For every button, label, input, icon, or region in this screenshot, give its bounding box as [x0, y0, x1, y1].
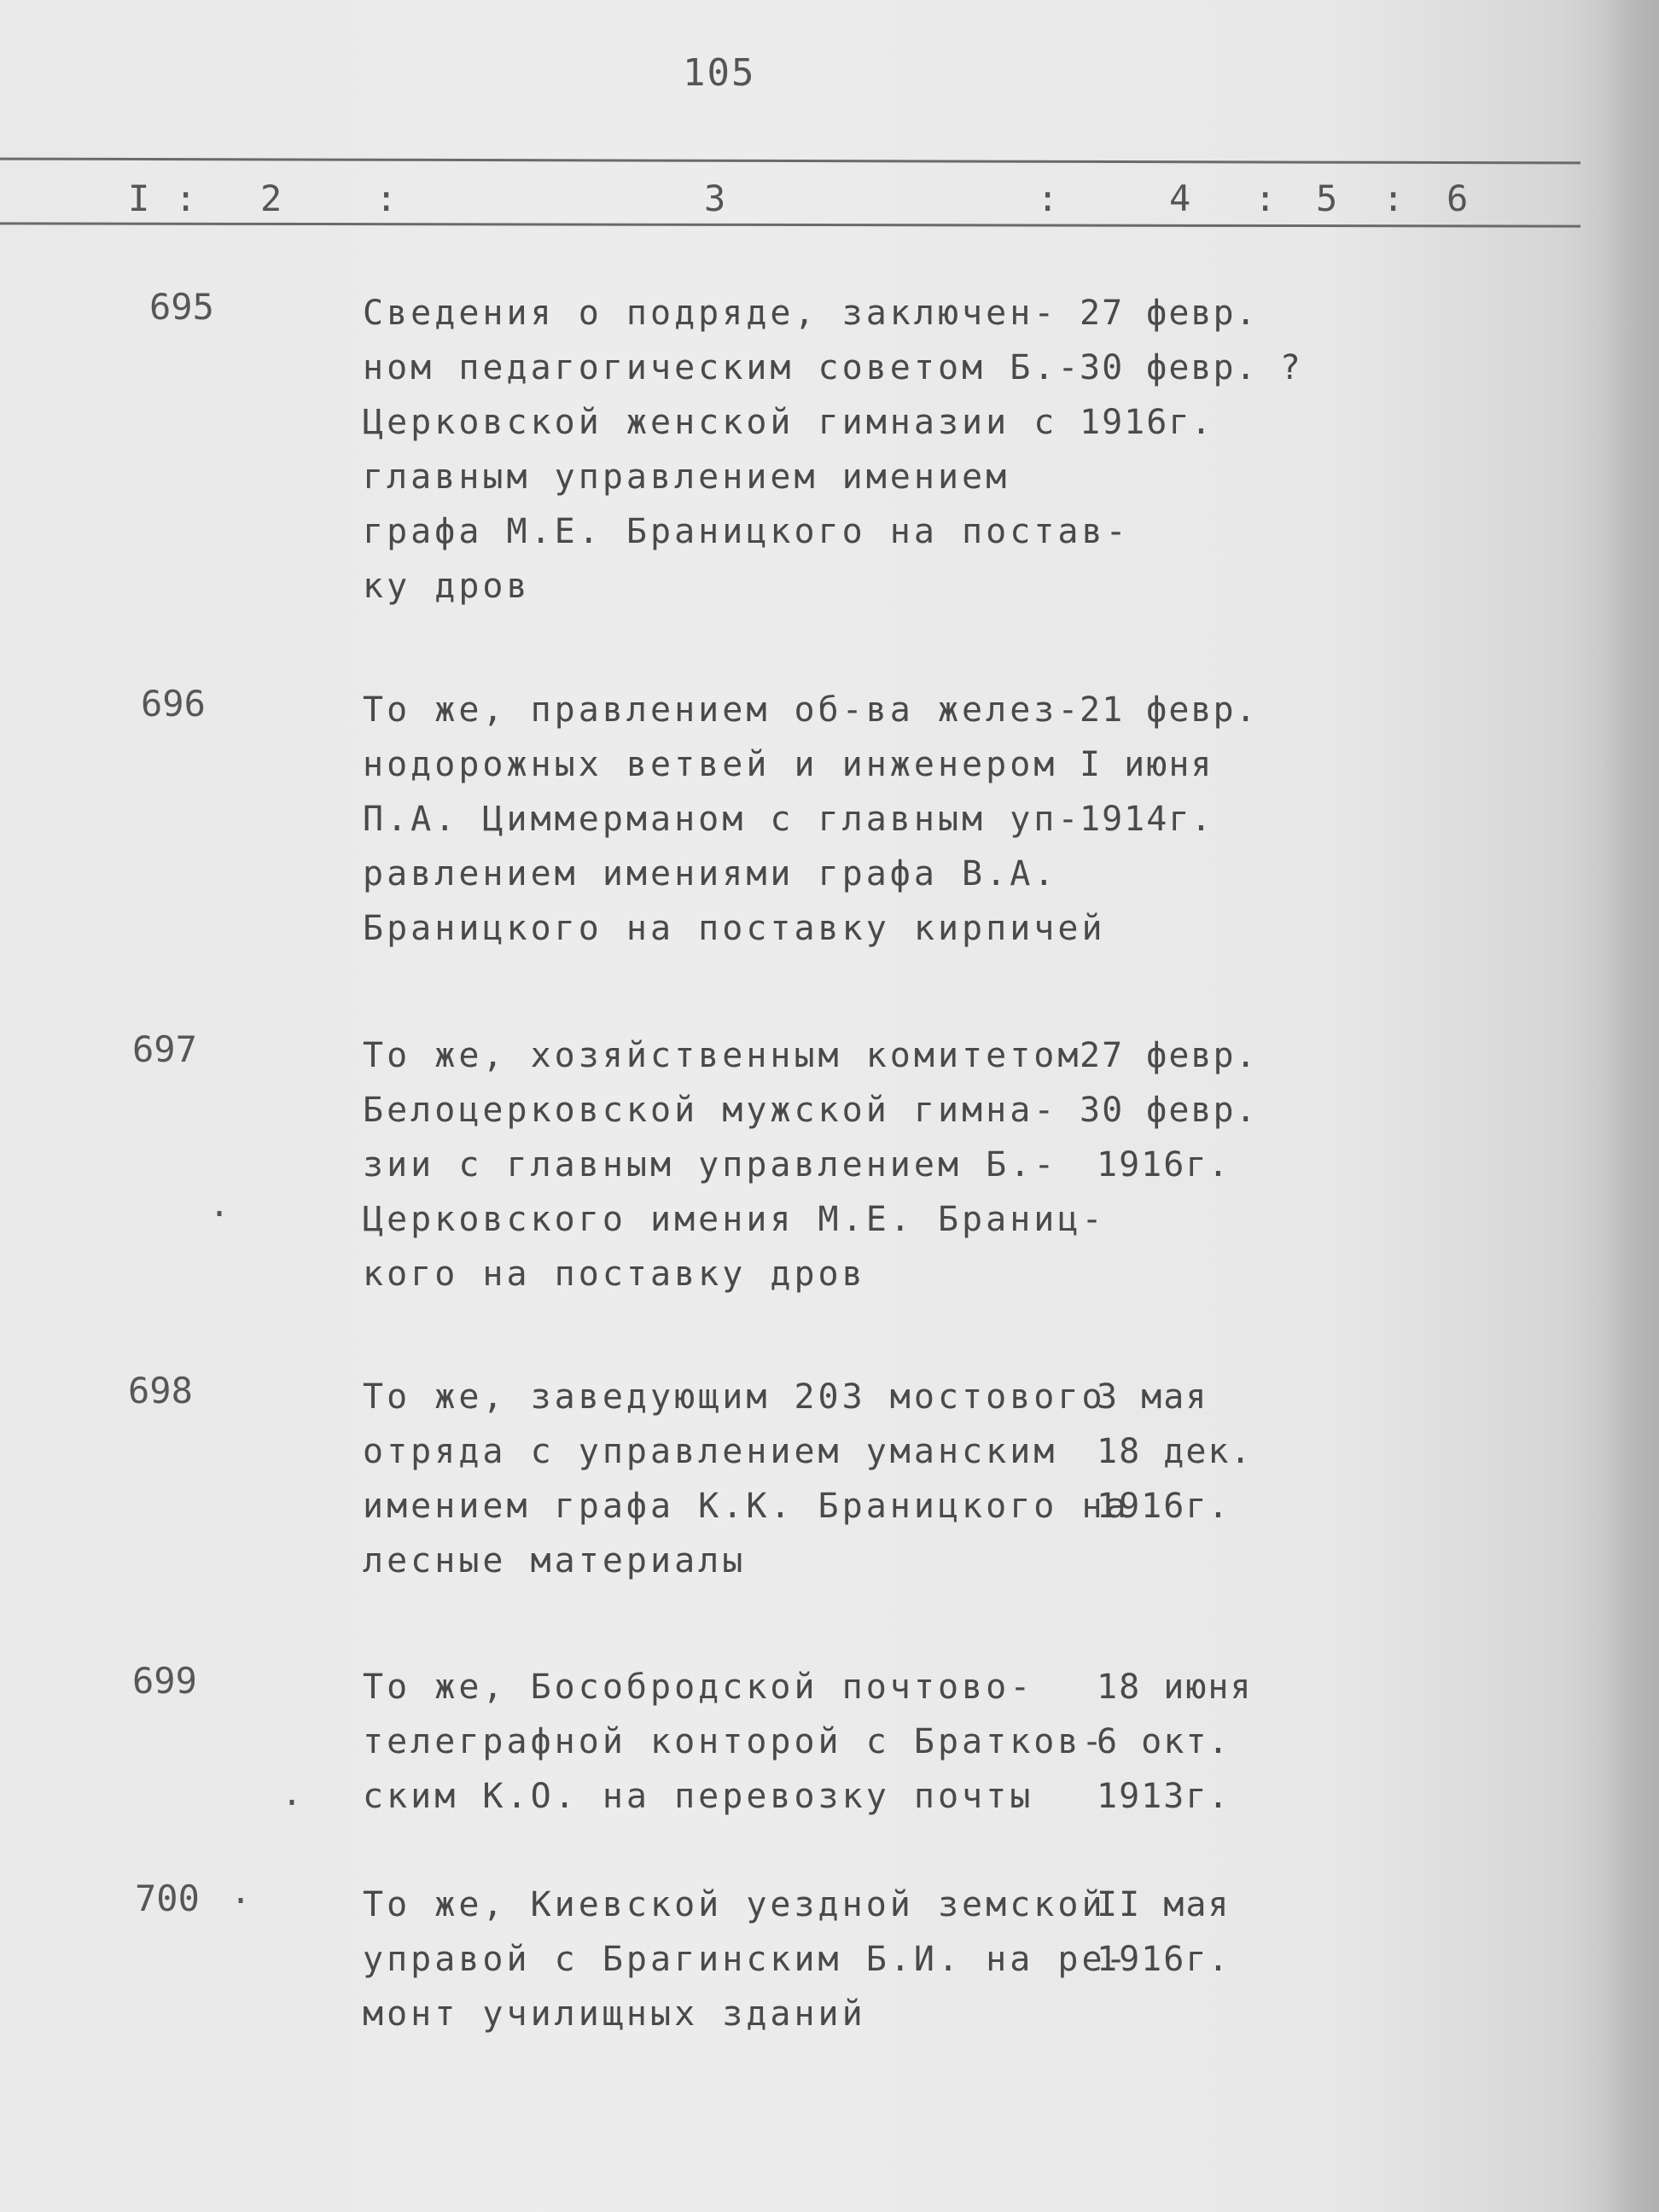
column-header-row	[0, 178, 1580, 220]
date-line: 18 дек.	[1097, 1432, 1253, 1471]
description-line: ку дров	[363, 567, 531, 606]
description-line: Церковского имения М.Е. Браниц-	[363, 1200, 1106, 1239]
entry-dates	[1080, 286, 1336, 450]
description-line: Церковской женской гимназии с	[363, 403, 1058, 442]
stray-dot: ·	[282, 1784, 303, 1823]
description-line: Браницкого на поставку кирпичей	[363, 909, 1106, 948]
column-header-6: 6	[1447, 178, 1469, 219]
date-line: 1916г.	[1097, 1487, 1231, 1526]
entry-dates	[1097, 1877, 1353, 1987]
column-separator: :	[375, 178, 398, 219]
date-line: 30 февр. ?	[1080, 348, 1302, 387]
date-line: 27 февр.	[1080, 294, 1258, 333]
description-line: телеграфной конторой с Братков-	[363, 1722, 1106, 1761]
entry-description	[363, 1660, 1106, 1824]
date-line: 1916г.	[1097, 1145, 1231, 1185]
description-line: То же, Киевской уездной земской	[363, 1885, 1106, 1924]
description-line: зии с главным управлением Б.-	[363, 1145, 1058, 1185]
entry-description	[363, 1028, 1106, 1301]
entry-dates	[1080, 1028, 1336, 1192]
stray-dot: ·	[230, 1882, 252, 1921]
description-line: П.А. Циммерманом с главным уп-	[363, 800, 1082, 839]
description-line: нодорожных ветвей и инженером	[363, 745, 1058, 784]
entry-number: 696	[141, 683, 206, 725]
description-line: То же, заведующим 203 мостового	[363, 1377, 1106, 1417]
column-separator: :	[1037, 178, 1059, 219]
date-line: 30 февр.	[1080, 1091, 1258, 1130]
description-line: кого на поставку дров	[363, 1254, 866, 1294]
date-line: 1916г.	[1097, 1940, 1231, 1979]
description-line: имением графа К.К. Браницкого на	[363, 1487, 1130, 1526]
column-header-2: 2	[260, 178, 282, 219]
date-line: 6 окт.	[1097, 1722, 1231, 1761]
entry-dates	[1097, 1370, 1353, 1534]
column-separator: :	[1382, 178, 1405, 219]
column-header-3: 3	[704, 178, 726, 219]
description-line: управой с Брагинским Б.И. на ре-	[363, 1940, 1130, 1979]
column-header-1: I	[128, 178, 150, 219]
date-line: 1913г.	[1097, 1777, 1231, 1816]
description-line: равлением имениями графа В.А.	[363, 854, 1058, 894]
entry-dates	[1080, 683, 1336, 847]
description-line: Сведения о подряде, заключен-	[363, 294, 1058, 333]
description-line: То же, хозяйственным комитетом	[363, 1036, 1082, 1075]
entry-number: 700	[135, 1877, 200, 1919]
description-line: То же, правлением об-ва желез-	[363, 690, 1082, 730]
description-line: Белоцерковской мужской гимна-	[363, 1091, 1058, 1130]
entry-number: 695	[149, 286, 214, 328]
date-line: 21 февр.	[1080, 690, 1258, 730]
entry-dates	[1097, 1660, 1353, 1824]
column-header-4: 4	[1169, 178, 1191, 219]
date-line: II мая	[1097, 1885, 1231, 1924]
description-line: ном педагогическим советом Б.-	[363, 348, 1082, 387]
column-separator: :	[175, 178, 197, 219]
entry-description	[363, 1370, 1130, 1588]
description-line: То же, Бособродской почтово-	[363, 1668, 1034, 1707]
entry-description	[363, 286, 1130, 614]
date-line: 1914г.	[1080, 800, 1214, 839]
description-line: главным управлением имением	[363, 457, 1010, 497]
page-number: 105	[683, 51, 756, 95]
entry-number: 699	[132, 1660, 197, 1702]
entry-description	[363, 1877, 1130, 2041]
header-top-rule	[0, 158, 1580, 165]
description-line: отряда с управлением уманским	[363, 1432, 1058, 1471]
description-line: графа М.Е. Браницкого на постав-	[363, 512, 1130, 551]
entry-number: 698	[128, 1370, 193, 1412]
header-bottom-rule	[0, 222, 1580, 227]
stray-dot: ·	[209, 1195, 230, 1234]
date-line: 3 мая	[1097, 1377, 1208, 1417]
description-line: монт училищных зданий	[363, 1994, 866, 2034]
description-line: лесные материалы	[363, 1541, 747, 1580]
date-line: I июня	[1080, 745, 1214, 784]
entry-description	[363, 683, 1106, 956]
description-line: ским К.О. на перевозку почты	[363, 1777, 1034, 1816]
entry-number: 697	[132, 1028, 197, 1070]
column-separator: :	[1254, 178, 1277, 219]
column-header-5: 5	[1316, 178, 1338, 219]
page-edge-shadow	[1599, 0, 1659, 2212]
date-line: 1916г.	[1080, 403, 1214, 442]
date-line: 27 февр.	[1080, 1036, 1258, 1075]
date-line: 18 июня	[1097, 1668, 1253, 1707]
